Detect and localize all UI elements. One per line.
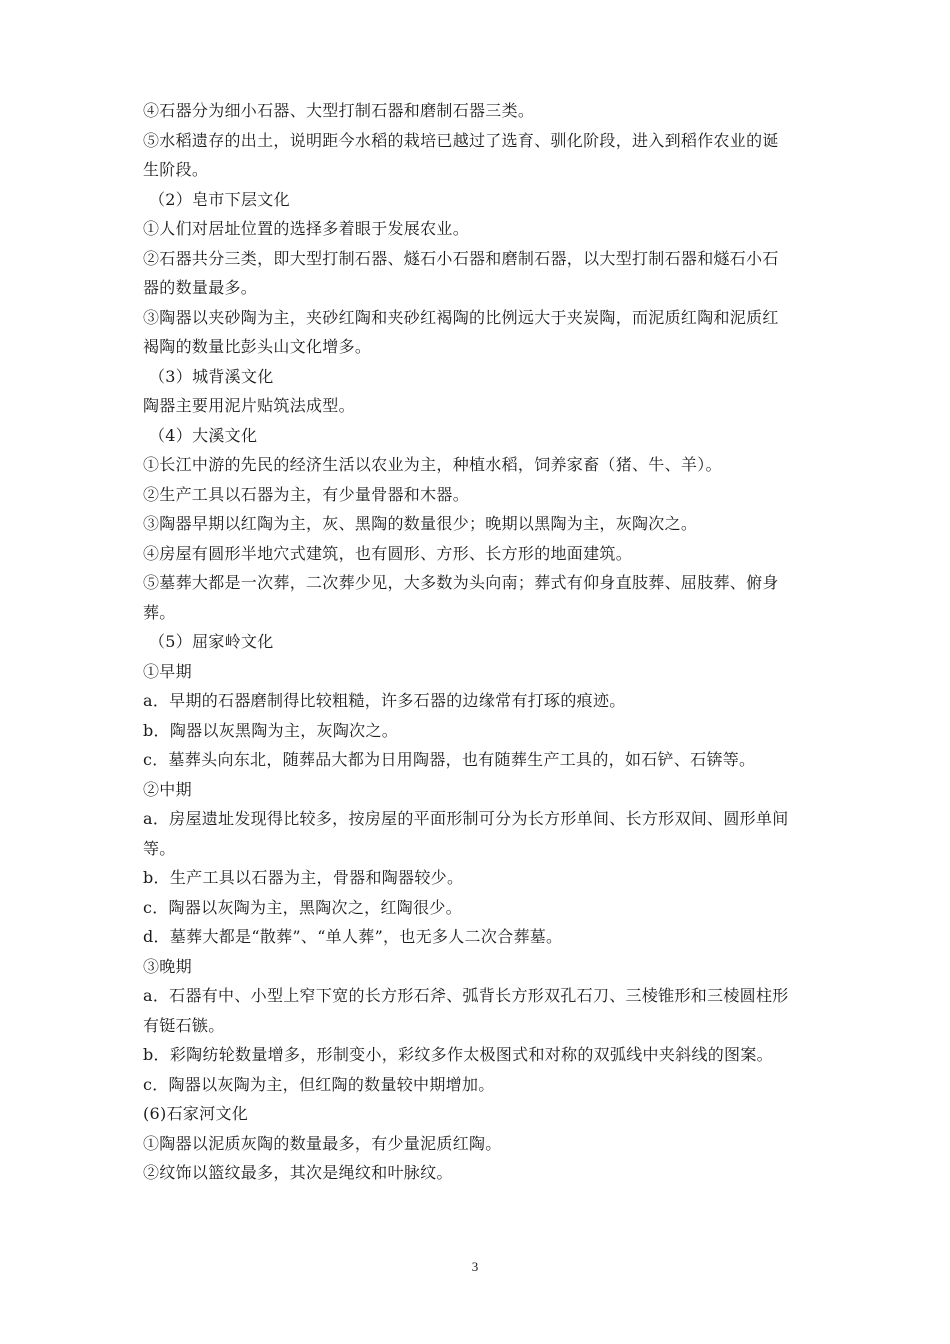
section-heading-3: （3）城背溪文化 [149,366,274,386]
section-heading-2: （2）皂市下层文化 [149,189,290,209]
text-line: ⑤墓葬大都是一次葬，二次葬少见，大多数为头向南；葬式有仰身直肢葬、屈肢葬、俯身 [143,573,779,592]
subsection-heading: ②中期 [143,779,192,799]
text-line: b．陶器以灰黑陶为主，灰陶次之。 [143,720,399,740]
section-heading-6: (6)石家河文化 [143,1104,249,1123]
page-number: 3 [471,1259,479,1274]
subsection-heading: ③晚期 [143,956,192,976]
text-line: a．早期的石器磨制得比较粗糙，许多石器的边缘常有打琢的痕迹。 [143,691,626,710]
text-line: ①长江中游的先民的经济生活以农业为主，种植水稻，饲养家畜（猪、牛、羊）。 [143,455,722,474]
text-line: c．陶器以灰陶为主，黑陶次之，红陶很少。 [143,897,462,917]
text-line: ②纹饰以篮纹最多，其次是绳纹和叶脉纹。 [143,1163,453,1182]
text-line: 有铤石镞。 [143,1015,225,1035]
text-line: 生阶段。 [143,160,209,179]
document-body [143,96,811,1188]
text-line: ④房屋有圆形半地穴式建筑，也有圆形、方形、长方形的地面建筑。 [143,543,633,563]
section-heading-5: （5）屈家岭文化 [149,632,274,651]
text-line: b．彩陶纺轮数量增多，形制变小，彩纹多作太极图式和对称的双弧线中夹斜线的图案。 [143,1045,773,1064]
text-line: 葬。 [143,602,176,622]
text-line: ①陶器以泥质灰陶的数量最多，有少量泥质红陶。 [143,1133,502,1153]
text-line: 等。 [143,838,176,858]
text-line: d．墓葬大都是“散葬”、“单人葬”，也无多人二次合葬墓。 [143,927,563,946]
text-line: c．陶器以灰陶为主，但红陶的数量较中期增加。 [143,1074,495,1094]
text-line: ③陶器早期以红陶为主，灰、黑陶的数量很少；晚期以黑陶为主，灰陶次之。 [143,514,698,533]
text-line: ②生产工具以石器为主，有少量骨器和木器。 [143,484,470,504]
text-line: a．房屋遗址发现得比较多，按房屋的平面形制可分为长方形单间、长方形双间、圆形单间 [143,809,789,828]
text-line: 器的数量最多。 [143,278,258,297]
text-line: ①人们对居址位置的选择多着眼于发展农业。 [143,219,470,238]
text-line: ③陶器以夹砂陶为主，夹砂红陶和夹砂红褐陶的比例远大于夹炭陶，而泥质红陶和泥质红 [143,307,779,327]
text-line: b．生产工具以石器为主，骨器和陶器较少。 [143,868,464,887]
text-line: ②石器共分三类，即大型打制石器、燧石小石器和磨制石器，以大型打制石器和燧石小石 [143,248,779,268]
text-line: 褐陶的数量比彭头山文化增多。 [143,337,372,356]
text-line: 陶器主要用泥片贴筑法成型。 [143,396,355,415]
text-line: ④石器分为细小石器、大型打制石器和磨制石器三类。 [143,101,535,120]
subsection-heading: ①早期 [143,661,192,681]
section-heading-4: （4）大溪文化 [149,425,258,445]
text-line: c．墓葬头向东北，随葬品大都为日用陶器，也有随葬生产工具的，如石铲、石锛等。 [143,750,756,769]
text-line: a．石器有中、小型上窄下宽的长方形石斧、弧背长方形双孔石刀、三棱锥形和三棱圆柱形 [143,986,789,1005]
text-line: ⑤水稻遗存的出土，说明距今水稻的栽培已越过了选育、驯化阶段，进入到稻作农业的诞 [143,130,779,150]
